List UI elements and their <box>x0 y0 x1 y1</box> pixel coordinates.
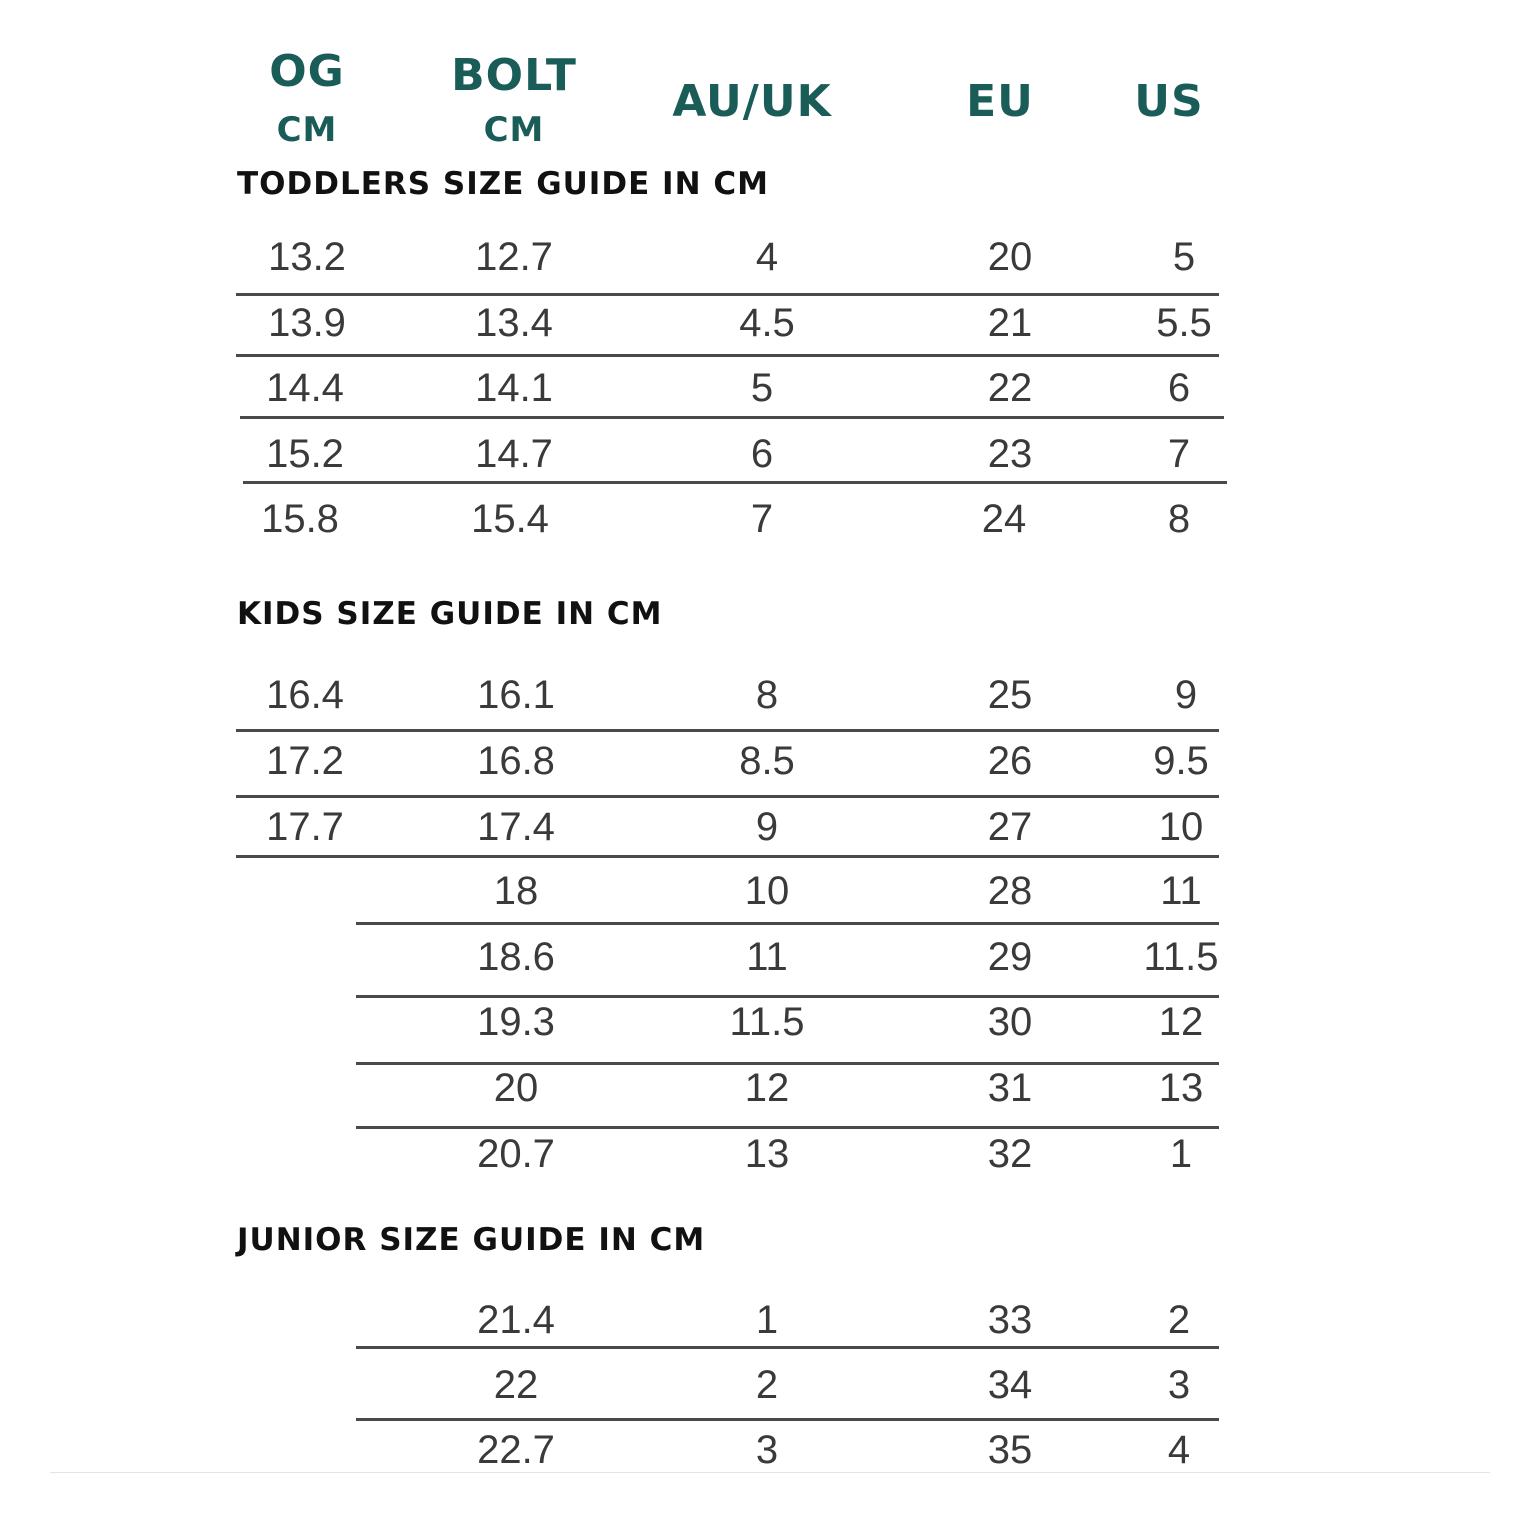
cell-bolt: 20 <box>493 1066 539 1110</box>
table-row <box>0 797 1540 857</box>
cell-au-uk: 11 <box>746 935 788 979</box>
cell-eu: 29 <box>987 935 1033 979</box>
cell-us: 7 <box>1167 432 1191 476</box>
cell-og: 15.2 <box>266 432 344 476</box>
cell-au-uk: 11.5 <box>729 1000 805 1044</box>
cell-bolt: 20.7 <box>477 1132 555 1176</box>
cell-us: 11.5 <box>1143 935 1219 979</box>
row-divider <box>356 1346 1219 1349</box>
cell-eu: 25 <box>987 673 1033 717</box>
cell-bolt: 16.1 <box>477 673 555 717</box>
header-us: US <box>1134 76 1204 127</box>
cell-bolt: 22.7 <box>477 1428 555 1472</box>
cell-au-uk: 5 <box>750 366 774 410</box>
header-bolt-unit: CM <box>483 110 545 150</box>
table-row <box>0 992 1540 1052</box>
cell-au-uk: 9 <box>755 805 779 849</box>
cell-au-uk: 2 <box>755 1363 779 1407</box>
cell-eu: 27 <box>987 805 1033 849</box>
cell-bolt: 21.4 <box>477 1298 555 1342</box>
cell-bolt: 18.6 <box>477 935 555 979</box>
section-title-toddlers: TODDLERS SIZE GUIDE IN CM <box>237 166 769 202</box>
table-row <box>0 1058 1540 1118</box>
cell-bolt: 17.4 <box>477 805 555 849</box>
cell-us: 5.5 <box>1156 301 1212 345</box>
table-row <box>0 861 1540 921</box>
table-row <box>0 1355 1540 1415</box>
table-row <box>0 424 1540 484</box>
table-row <box>0 293 1540 353</box>
header-bolt: BOLT <box>451 50 577 101</box>
cell-au-uk: 1 <box>755 1298 779 1342</box>
row-divider <box>236 855 1219 858</box>
cell-bolt: 14.7 <box>475 432 553 476</box>
cell-us: 9.5 <box>1153 739 1209 783</box>
table-row <box>0 665 1540 725</box>
section-title-junior: JUNIOR SIZE GUIDE IN CM <box>237 1222 706 1258</box>
cell-og: 13.9 <box>268 301 346 345</box>
cell-bolt: 14.1 <box>475 366 553 410</box>
cell-eu: 24 <box>981 497 1027 541</box>
cell-bolt: 22 <box>493 1363 539 1407</box>
cell-bolt: 13.4 <box>475 301 553 345</box>
cell-au-uk: 12 <box>744 1066 790 1110</box>
cell-us: 10 <box>1158 805 1204 849</box>
cell-eu: 26 <box>987 739 1033 783</box>
cell-au-uk: 13 <box>744 1132 790 1176</box>
cell-us: 5 <box>1172 235 1196 279</box>
table-row <box>0 1420 1540 1480</box>
row-divider <box>240 416 1224 419</box>
cell-eu: 35 <box>987 1428 1033 1472</box>
cell-eu: 33 <box>987 1298 1033 1342</box>
cell-og: 16.4 <box>266 673 344 717</box>
table-row <box>0 927 1540 987</box>
cell-au-uk: 4 <box>755 235 779 279</box>
cell-og: 13.2 <box>268 235 346 279</box>
cell-eu: 32 <box>987 1132 1033 1176</box>
cell-bolt: 12.7 <box>475 235 553 279</box>
cell-au-uk: 6 <box>750 432 774 476</box>
cell-eu: 22 <box>987 366 1033 410</box>
cell-us: 11 <box>1160 869 1202 913</box>
cell-og: 15.8 <box>261 497 339 541</box>
cell-bolt: 19.3 <box>477 1000 555 1044</box>
cell-au-uk: 10 <box>744 869 790 913</box>
cell-og: 14.4 <box>266 366 344 410</box>
cell-eu: 30 <box>987 1000 1033 1044</box>
header-au-uk: AU/UK <box>672 76 832 127</box>
header-og: OG <box>269 46 345 97</box>
cell-us: 1 <box>1169 1132 1193 1176</box>
table-row <box>0 489 1540 549</box>
page-bottom-divider <box>50 1472 1490 1473</box>
cell-eu: 34 <box>987 1363 1033 1407</box>
cell-au-uk: 7 <box>750 497 774 541</box>
cell-bolt: 16.8 <box>477 739 555 783</box>
cell-us: 4 <box>1167 1428 1191 1472</box>
cell-bolt: 15.4 <box>471 497 549 541</box>
cell-us: 9 <box>1174 673 1198 717</box>
cell-eu: 21 <box>987 301 1033 345</box>
row-divider <box>243 481 1227 484</box>
cell-us: 12 <box>1158 1000 1204 1044</box>
cell-og: 17.7 <box>266 805 344 849</box>
cell-au-uk: 3 <box>755 1428 779 1472</box>
header-og-unit: CM <box>276 110 338 150</box>
header-eu: EU <box>966 76 1034 127</box>
cell-au-uk: 8.5 <box>739 739 795 783</box>
cell-us: 2 <box>1167 1298 1191 1342</box>
cell-eu: 20 <box>987 235 1033 279</box>
table-row <box>0 1124 1540 1184</box>
cell-eu: 31 <box>987 1066 1033 1110</box>
cell-us: 13 <box>1158 1066 1204 1110</box>
cell-us: 8 <box>1167 497 1191 541</box>
cell-bolt: 18 <box>493 869 539 913</box>
table-row <box>0 1290 1540 1350</box>
row-divider <box>356 922 1219 925</box>
cell-eu: 23 <box>987 432 1033 476</box>
table-row <box>0 227 1540 287</box>
section-title-kids: KIDS SIZE GUIDE IN CM <box>237 596 663 632</box>
row-divider <box>236 354 1219 357</box>
cell-eu: 28 <box>987 869 1033 913</box>
cell-us: 6 <box>1167 366 1191 410</box>
cell-us: 3 <box>1167 1363 1191 1407</box>
cell-og: 17.2 <box>266 739 344 783</box>
cell-au-uk: 4.5 <box>739 301 795 345</box>
table-row <box>0 731 1540 791</box>
table-row <box>0 358 1540 418</box>
cell-au-uk: 8 <box>755 673 779 717</box>
